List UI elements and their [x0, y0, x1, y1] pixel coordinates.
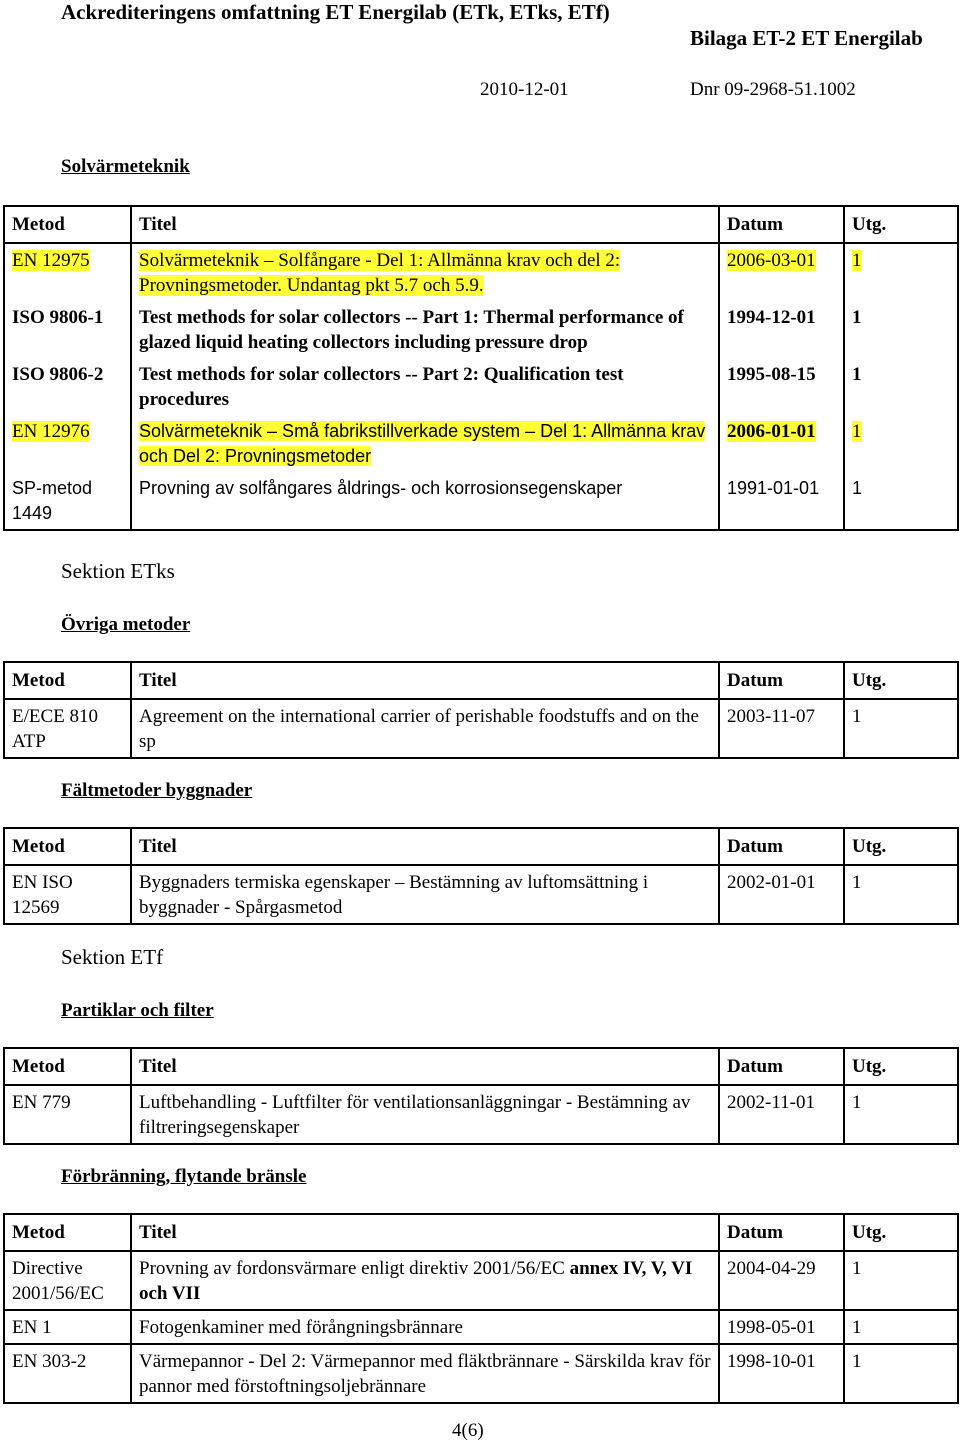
row-datum: 1995-08-15 — [719, 358, 844, 415]
row-datum: 1994-12-01 — [719, 301, 844, 358]
row-utg: 1 — [844, 1344, 958, 1403]
row-utg: 1 — [844, 358, 958, 415]
col-header-utg: Utg. — [844, 1048, 958, 1085]
row-titel-text: Provning av fordonsvärmare enligt direktiv 2001/56/EC — [139, 1258, 565, 1279]
row-titel: Solvärmeteknik – Små fabrikstillverkade system – Del 1: Allmänna krav och Del 2: Provningsmetoder — [139, 421, 706, 466]
table-row — [4, 1251, 958, 1310]
col-header-metod: Metod — [4, 206, 131, 243]
table-row — [4, 1085, 958, 1144]
table-header-row — [4, 828, 958, 865]
table-row — [4, 243, 958, 301]
row-titel: Luftbehandling - Luftfilter för ventilationsanläggningar - Bestämning av filtreringsegenskaper — [131, 1085, 719, 1144]
row-metod: SP-metod 1449 — [12, 478, 93, 523]
table-row — [4, 358, 958, 415]
section-heading-etks: Sektion ETks — [61, 559, 175, 583]
row-datum: 2002-11-01 — [719, 1085, 844, 1144]
row-titel — [131, 1251, 719, 1310]
row-metod: EN 12976 — [12, 421, 90, 442]
table-ovriga-metoder — [3, 661, 959, 759]
table-solvarmeteknik — [3, 205, 959, 531]
page-number: 4(6) — [452, 1420, 484, 1441]
row-titel: Värmepannor - Del 2: Värmepannor med fläktbrännare - Särskilda krav för pannor med förstoftningsoljebrännare — [131, 1344, 719, 1403]
table-row — [4, 301, 958, 358]
table-header-row — [4, 1214, 958, 1251]
table-row — [4, 415, 958, 472]
row-titel: Solvärmeteknik – Solfångare - Del 1: Allmänna krav och del 2: Provningsmetoder. Undantag pkt 5.7 och 5.9. — [139, 250, 621, 296]
col-header-datum: Datum — [719, 828, 844, 865]
subsection-heading-forbranning: Förbränning, flytande bränsle — [61, 1166, 307, 1187]
col-header-datum: Datum — [719, 206, 844, 243]
table-row — [4, 1310, 958, 1344]
row-utg: 1 — [852, 478, 863, 498]
row-utg: 1 — [844, 1251, 958, 1310]
row-metod: ISO 9806-2 — [4, 358, 131, 415]
document-reference: Dnr 09-2968-51.1002 — [690, 79, 856, 100]
appendix-label: Bilaga ET-2 ET Energilab — [690, 26, 923, 50]
row-utg: 1 — [844, 1310, 958, 1344]
section-heading-solvarmeteknik: Solvärmeteknik — [61, 156, 190, 177]
document-date: 2010-12-01 — [480, 79, 569, 100]
row-utg: 1 — [844, 1085, 958, 1144]
col-header-datum: Datum — [719, 662, 844, 699]
col-header-titel: Titel — [131, 1214, 719, 1251]
col-header-titel: Titel — [131, 828, 719, 865]
row-datum: 2006-03-01 — [727, 250, 816, 271]
col-header-datum: Datum — [719, 1048, 844, 1085]
col-header-utg: Utg. — [844, 206, 958, 243]
row-titel: Agreement on the international carrier of perishable foodstuffs and on the sp — [131, 699, 719, 758]
row-titel-bold: annex IV, V, VI och VII — [139, 1258, 693, 1304]
row-titel: Fotogenkaminer med förångningsbrännare — [131, 1310, 719, 1344]
table-row — [4, 699, 958, 758]
col-header-titel: Titel — [131, 206, 719, 243]
col-header-utg: Utg. — [844, 1214, 958, 1251]
col-header-titel: Titel — [131, 1048, 719, 1085]
row-datum: 1998-10-01 — [719, 1344, 844, 1403]
table-forbranning — [3, 1213, 959, 1404]
row-titel: Byggnaders termiska egenskaper – Bestämning av luftomsättning i byggnader - Spårgasmetod — [131, 865, 719, 924]
row-metod: EN 1 — [4, 1310, 131, 1344]
table-header-row — [4, 1048, 958, 1085]
row-utg: 1 — [844, 301, 958, 358]
row-utg: 1 — [844, 699, 958, 758]
col-header-utg: Utg. — [844, 662, 958, 699]
row-datum: 2003-11-07 — [719, 699, 844, 758]
row-titel: Provning av solfångares åldrings- och korrosionsegenskaper — [139, 478, 623, 498]
table-faltmetoder — [3, 827, 959, 925]
col-header-metod: Metod — [4, 1048, 131, 1085]
col-header-metod: Metod — [4, 828, 131, 865]
row-metod: EN 303-2 — [4, 1344, 131, 1403]
row-metod: E/ECE 810 ATP — [4, 699, 131, 758]
document-title: Ackrediteringens omfattning ET Energilab (ETk, ETks, ETf) — [61, 0, 610, 24]
row-metod: EN 12975 — [12, 250, 90, 271]
subsection-heading-partiklar: Partiklar och filter — [61, 1000, 214, 1021]
row-metod: Directive 2001/56/EC — [4, 1251, 131, 1310]
table-row — [4, 1344, 958, 1403]
row-metod: ISO 9806-1 — [4, 301, 131, 358]
row-utg: 1 — [852, 250, 862, 271]
col-header-utg: Utg. — [844, 828, 958, 865]
row-datum: 2006-01-01 — [727, 421, 816, 442]
row-titel: Test methods for solar collectors -- Part 1: Thermal performance of glazed liquid heating collectors including pressure drop — [131, 301, 719, 358]
col-header-datum: Datum — [719, 1214, 844, 1251]
row-utg: 1 — [844, 865, 958, 924]
row-datum: 2002-01-01 — [719, 865, 844, 924]
row-utg: 1 — [852, 421, 862, 442]
table-header-row — [4, 662, 958, 699]
row-metod: EN 779 — [4, 1085, 131, 1144]
col-header-metod: Metod — [4, 662, 131, 699]
row-datum: 2004-04-29 — [719, 1251, 844, 1310]
col-header-metod: Metod — [4, 1214, 131, 1251]
row-datum: 1998-05-01 — [719, 1310, 844, 1344]
col-header-titel: Titel — [131, 662, 719, 699]
section-heading-etf: Sektion ETf — [61, 945, 164, 969]
row-metod: EN ISO 12569 — [4, 865, 131, 924]
table-header-row — [4, 206, 958, 243]
table-row — [4, 865, 958, 924]
table-partiklar — [3, 1047, 959, 1145]
table-row — [4, 472, 958, 530]
subsection-heading-ovriga-metoder: Övriga metoder — [61, 614, 191, 635]
row-datum: 1991-01-01 — [727, 478, 820, 498]
row-titel: Test methods for solar collectors -- Part 2: Qualification test procedures — [131, 358, 719, 415]
subsection-heading-faltmetoder: Fältmetoder byggnader — [61, 780, 253, 801]
